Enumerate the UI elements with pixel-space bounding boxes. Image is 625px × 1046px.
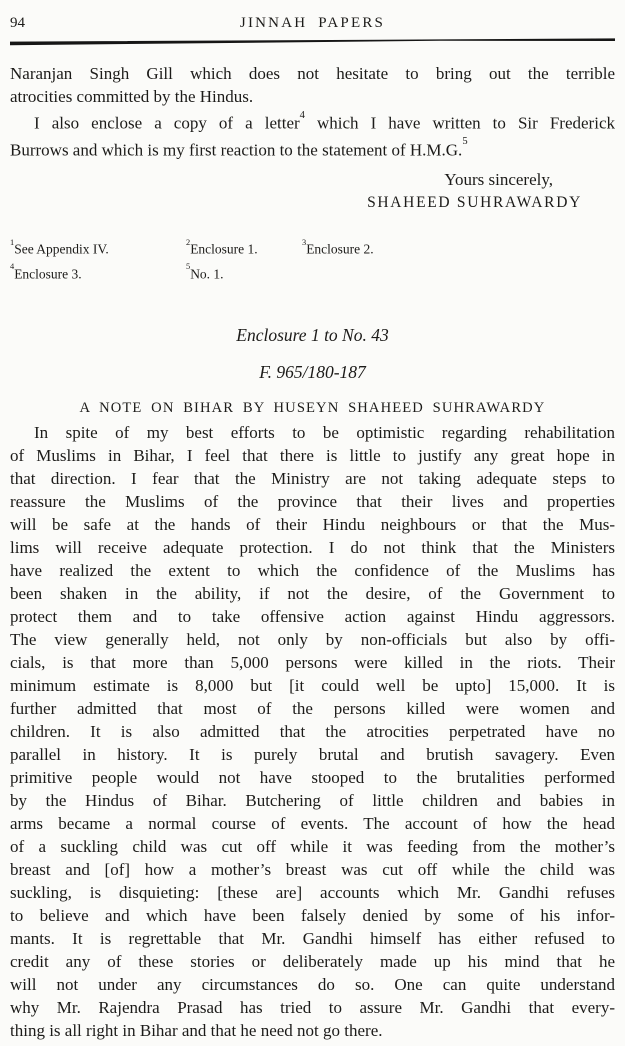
text-line: to believe and which have been falsely denied by some of his infor- xyxy=(10,906,615,926)
signature: SHAHEED SUHRAWARDY xyxy=(367,194,582,212)
text-line: will not under any circumstances do so. One can quite understand xyxy=(10,975,615,995)
text-line: Naranjan Singh Gill which does not hesitate to bring out the terrible xyxy=(10,64,615,83)
text-line: I also enclose a copy of a letter$^4$ which I have written to Sir Frederick xyxy=(34,109,615,133)
text-line: Burrows and which is my first reaction to the statement of H.M.G.$^5$ xyxy=(10,136,468,160)
note-title: A NOTE ON BIHAR BY HUSEYN SHAHEED SUHRAWARDY xyxy=(79,400,546,417)
text-line: thing is all right in Bihar and that he need not go there. xyxy=(10,1021,383,1041)
footnote-3: $^3$Enclosure 2. xyxy=(302,237,374,257)
text-line: have realized the extent to which the confidence of the Muslims has xyxy=(10,561,615,581)
text-line: The view generally held, not only by non-officials but also by offi- xyxy=(10,630,615,650)
text-line: breast and [of] how a mother’s breast was cut off while the child was xyxy=(10,860,615,880)
footnote-1: $^1$See Appendix IV. xyxy=(10,237,109,257)
footnote-4: $^4$Enclosure 3. xyxy=(10,262,82,282)
text-line: protect them and to take offensive action against Hindu aggressors. xyxy=(10,607,615,627)
text-line: children. It is also admitted that the atrocities perpetrated have no xyxy=(10,722,615,742)
text-line: reassure the Muslims of the province that their lives and properties xyxy=(10,492,615,512)
note-body xyxy=(10,421,615,1042)
text-line: will be safe at the hands of their Hindu neighbours or that the Mus- xyxy=(10,515,615,535)
text-line: arms became a normal course of events. The account of how the head xyxy=(10,814,615,834)
text-line: suckling, is disquieting: [these are] accounts which Mr. Gandhi refuses xyxy=(10,883,615,903)
page-header xyxy=(10,14,615,33)
text-line: further admitted that most of the persons killed were women and xyxy=(10,699,615,719)
text-line: been shaken in the ability, if not the desire, of the Government to xyxy=(10,584,615,604)
footnotes xyxy=(10,235,615,284)
text-line: cials, is that more than 5,000 persons were killed in the riots. Their xyxy=(10,653,615,673)
letter-paragraph-1 xyxy=(10,62,615,108)
text-line: that direction. I fear that the Ministry are not taking adequate steps to xyxy=(10,469,615,489)
text-line: credit any of these stories or deliberately made up his mind that he xyxy=(10,952,615,972)
footnote-2: $^2$Enclosure 1. xyxy=(186,237,258,257)
page-number: 94 xyxy=(10,15,25,31)
text-line: of Muslims in Bihar, I feel that there is little to justify any great hope in xyxy=(10,446,615,466)
text-line: of a suckling child was cut off while it was feeding from the mother’s xyxy=(10,837,615,857)
text-line: primitive people would not have stooped to the brutalities performed xyxy=(10,768,615,788)
running-title: JINNAH PAPERS xyxy=(239,15,386,31)
text-line: why Mr. Rajendra Prasad has tried to assure Mr. Gandhi that every- xyxy=(10,998,615,1018)
enclosure-section xyxy=(10,324,615,1042)
text-line: mants. It is regrettable that Mr. Gandhi himself has either refused to xyxy=(10,929,615,949)
letter-body xyxy=(10,62,615,214)
enclosure-heading: Enclosure 1 to No. 43 xyxy=(236,325,389,346)
text-line: In spite of my best efforts to be optimistic regarding rehabilitation xyxy=(34,423,615,443)
header-rule-line xyxy=(10,38,615,47)
header-rule xyxy=(10,38,615,47)
file-reference: F. 965/180-187 xyxy=(259,362,366,383)
text-line: by the Hindus of Bihar. Butchering of little children and babies in xyxy=(10,791,615,811)
letter-paragraph-2 xyxy=(10,108,615,161)
text-line: lims will receive adequate protection. I do not think that the Ministers xyxy=(10,538,615,558)
valediction: Yours sincerely, xyxy=(444,170,553,190)
text-line: parallel in history. It is purely brutal and brutish savagery. Even xyxy=(10,745,615,765)
text-line: minimum estimate is 8,000 but [it could well be upto] 15,000. It is xyxy=(10,676,615,696)
footnote-spacer xyxy=(302,260,615,285)
text-line: atrocities committed by the Hindus. xyxy=(10,87,254,106)
footnote-5: $^5$No. 1. xyxy=(186,262,224,282)
